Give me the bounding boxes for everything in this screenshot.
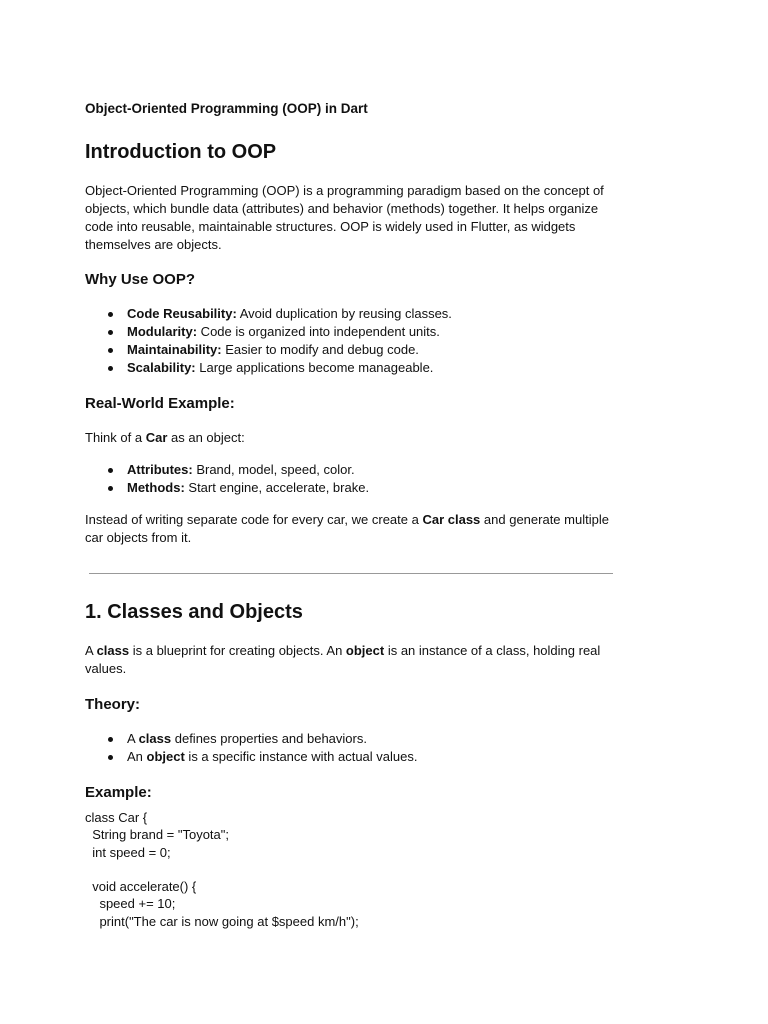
intro-line: Object-Oriented Programming (OOP) is a programming paradigm based on the concept of bbox=[85, 183, 604, 198]
intro-line: code into reusable, maintainable structures. OOP is widely used in Flutter, as widgets bbox=[85, 219, 576, 234]
bold-run: Car bbox=[145, 430, 168, 445]
list-item bbox=[85, 479, 369, 497]
text-run: A bbox=[85, 643, 97, 658]
classes-heading: 1. Classes and Objects bbox=[85, 601, 303, 623]
list-item bbox=[85, 341, 452, 359]
list-item-term: Modularity: bbox=[127, 324, 198, 339]
why-oop-heading: Why Use OOP? bbox=[85, 271, 196, 288]
list-item bbox=[85, 323, 452, 341]
example-heading: Example: bbox=[85, 784, 152, 801]
bullet-icon bbox=[108, 737, 113, 742]
bullet-icon bbox=[108, 366, 113, 371]
classes-paragraph bbox=[85, 642, 625, 678]
list-item-text: Start engine, accelerate, brake. bbox=[184, 480, 370, 495]
list-item-text: Brand, model, speed, color. bbox=[192, 462, 355, 477]
code-block: class Car { String brand = "Toyota"; int speed = 0; void accelerate() { speed += 10; print("The car is now going at $speed km/h"); bbox=[85, 810, 359, 929]
document-title: Object-Oriented Programming (OOP) in Dart bbox=[85, 101, 368, 116]
list-item-term: Maintainability: bbox=[127, 342, 222, 357]
bold-run: class bbox=[138, 731, 172, 746]
text-run: and generate multiple bbox=[480, 512, 609, 527]
list-item bbox=[85, 359, 452, 377]
list-item-term: Methods: bbox=[127, 480, 185, 495]
classes-line bbox=[85, 642, 625, 660]
why-oop-list bbox=[85, 305, 452, 377]
intro-line: themselves are objects. bbox=[85, 237, 222, 252]
list-item-text: Large applications become manageable. bbox=[195, 360, 434, 375]
list-item bbox=[85, 461, 369, 479]
bullet-icon bbox=[108, 755, 113, 760]
text-run: is a blueprint for creating objects. An bbox=[129, 643, 346, 658]
text-run: Think of a bbox=[85, 430, 146, 445]
list-item bbox=[85, 748, 417, 766]
bold-run: class bbox=[96, 643, 130, 658]
classes-line: values. bbox=[85, 661, 127, 676]
outro-line bbox=[85, 511, 625, 529]
list-item bbox=[85, 305, 452, 323]
section-divider bbox=[89, 573, 613, 574]
list-item-term: Code Reusability: bbox=[127, 306, 237, 321]
real-world-list bbox=[85, 461, 369, 497]
bullet-icon bbox=[108, 486, 113, 491]
text-run: defines properties and behaviors. bbox=[171, 731, 367, 746]
bold-run: object bbox=[345, 643, 385, 658]
real-world-intro bbox=[85, 429, 625, 447]
text-run: is a specific instance with actual values. bbox=[184, 749, 418, 764]
text-run: is an instance of a class, holding real bbox=[384, 643, 601, 658]
intro-paragraph bbox=[85, 182, 625, 254]
list-item-text: Avoid duplication by reusing classes. bbox=[236, 306, 452, 321]
intro-heading: Introduction to OOP bbox=[85, 141, 277, 163]
bullet-icon bbox=[108, 348, 113, 353]
text-run: A bbox=[127, 731, 139, 746]
list-item-term: Attributes: bbox=[127, 462, 193, 477]
real-world-heading: Real-World Example: bbox=[85, 395, 235, 412]
theory-list bbox=[85, 730, 417, 766]
list-item-text: Code is organized into independent units. bbox=[197, 324, 440, 339]
list-item-term: Scalability: bbox=[127, 360, 196, 375]
outro-line: car objects from it. bbox=[85, 530, 192, 545]
text-run: as an object: bbox=[167, 430, 245, 445]
text-run: Instead of writing separate code for every car, we create a bbox=[85, 512, 423, 527]
bold-run: Car class bbox=[422, 512, 481, 527]
intro-line: objects, which bundle data (attributes) and behavior (methods) together. It helps organize bbox=[85, 201, 599, 216]
text-run: An bbox=[127, 749, 147, 764]
bullet-icon bbox=[108, 330, 113, 335]
bold-run: object bbox=[146, 749, 185, 764]
list-item bbox=[85, 730, 417, 748]
real-world-outro bbox=[85, 511, 625, 547]
list-item-text: Easier to modify and debug code. bbox=[221, 342, 419, 357]
theory-heading: Theory: bbox=[85, 696, 141, 713]
bullet-icon bbox=[108, 468, 113, 473]
bullet-icon bbox=[108, 312, 113, 317]
